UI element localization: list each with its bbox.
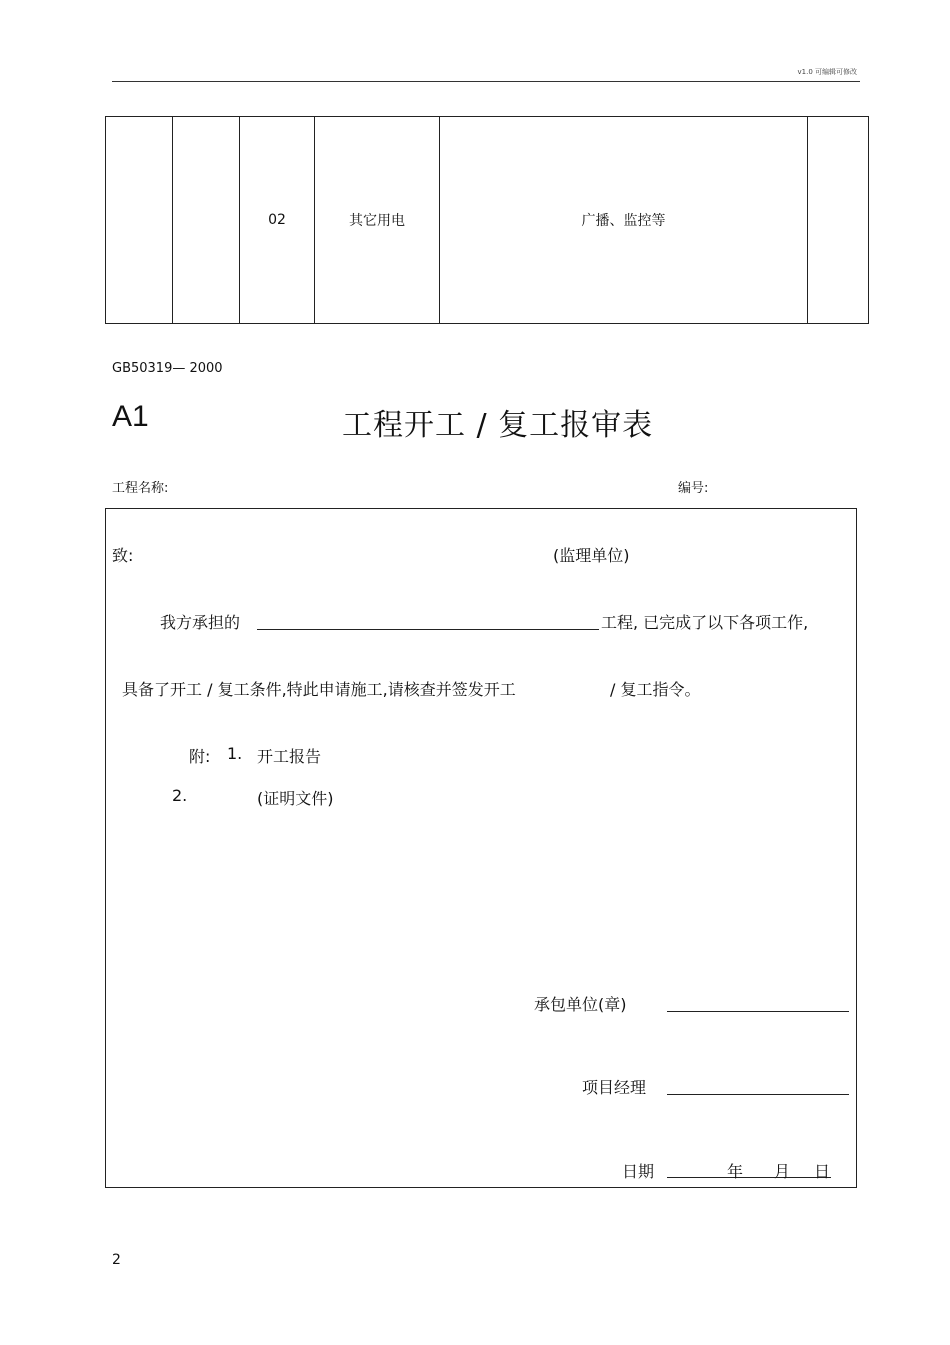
code-label: 编号: — [678, 481, 709, 496]
date-label: 日期 — [622, 1162, 655, 1181]
manager-label: 项目经理 — [582, 1078, 647, 1097]
date-day: 日 — [814, 1162, 831, 1181]
page-number: 2 — [112, 1252, 121, 1268]
version-note: v1.0 可编辑可修改 — [797, 68, 857, 76]
attachment-1-text: 开工报告 — [257, 747, 322, 766]
table-cell — [173, 117, 240, 324]
date-line — [667, 1177, 831, 1178]
table-cell — [106, 117, 173, 324]
body-prefix: 我方承担的 — [160, 613, 241, 632]
attachment-label: 附: — [189, 747, 211, 766]
continuation-table — [105, 116, 869, 324]
table-cell — [808, 117, 869, 324]
form-number: A1 — [112, 400, 149, 433]
body-line-2-end: / 复工指令。 — [610, 680, 701, 699]
date-year: 年 — [727, 1162, 744, 1181]
project-blank-line — [257, 629, 599, 630]
attachment-2-text: (证明文件) — [257, 789, 334, 808]
supervisor-label: (监理单位) — [553, 546, 630, 565]
contractor-label: 承包单位(章) — [534, 995, 627, 1014]
page-title: 工程开工 / 复工报审表 — [342, 408, 654, 443]
table-cell-name: 其它用电 — [315, 117, 440, 324]
table-row — [106, 117, 869, 324]
table-cell-code: 02 — [240, 117, 315, 324]
to-label: 致: — [112, 546, 134, 565]
manager-signature-line — [667, 1094, 849, 1095]
contractor-signature-line — [667, 1011, 849, 1012]
attachment-2-number: 2. — [172, 786, 188, 805]
standard-code: GB50319— 2000 — [112, 361, 223, 376]
project-name-label: 工程名称: — [112, 481, 169, 496]
attachment-1-number: 1. — [227, 744, 243, 763]
table-cell-content: 广播、监控等 — [440, 117, 808, 324]
body-line-2: 具备了开工 / 复工条件,特此申请施工,请核查并签发开工 — [122, 680, 516, 699]
body-suffix: 工程, 已完成了以下各项工作, — [601, 613, 809, 632]
date-month: 月 — [774, 1162, 791, 1181]
header-rule — [112, 81, 860, 82]
